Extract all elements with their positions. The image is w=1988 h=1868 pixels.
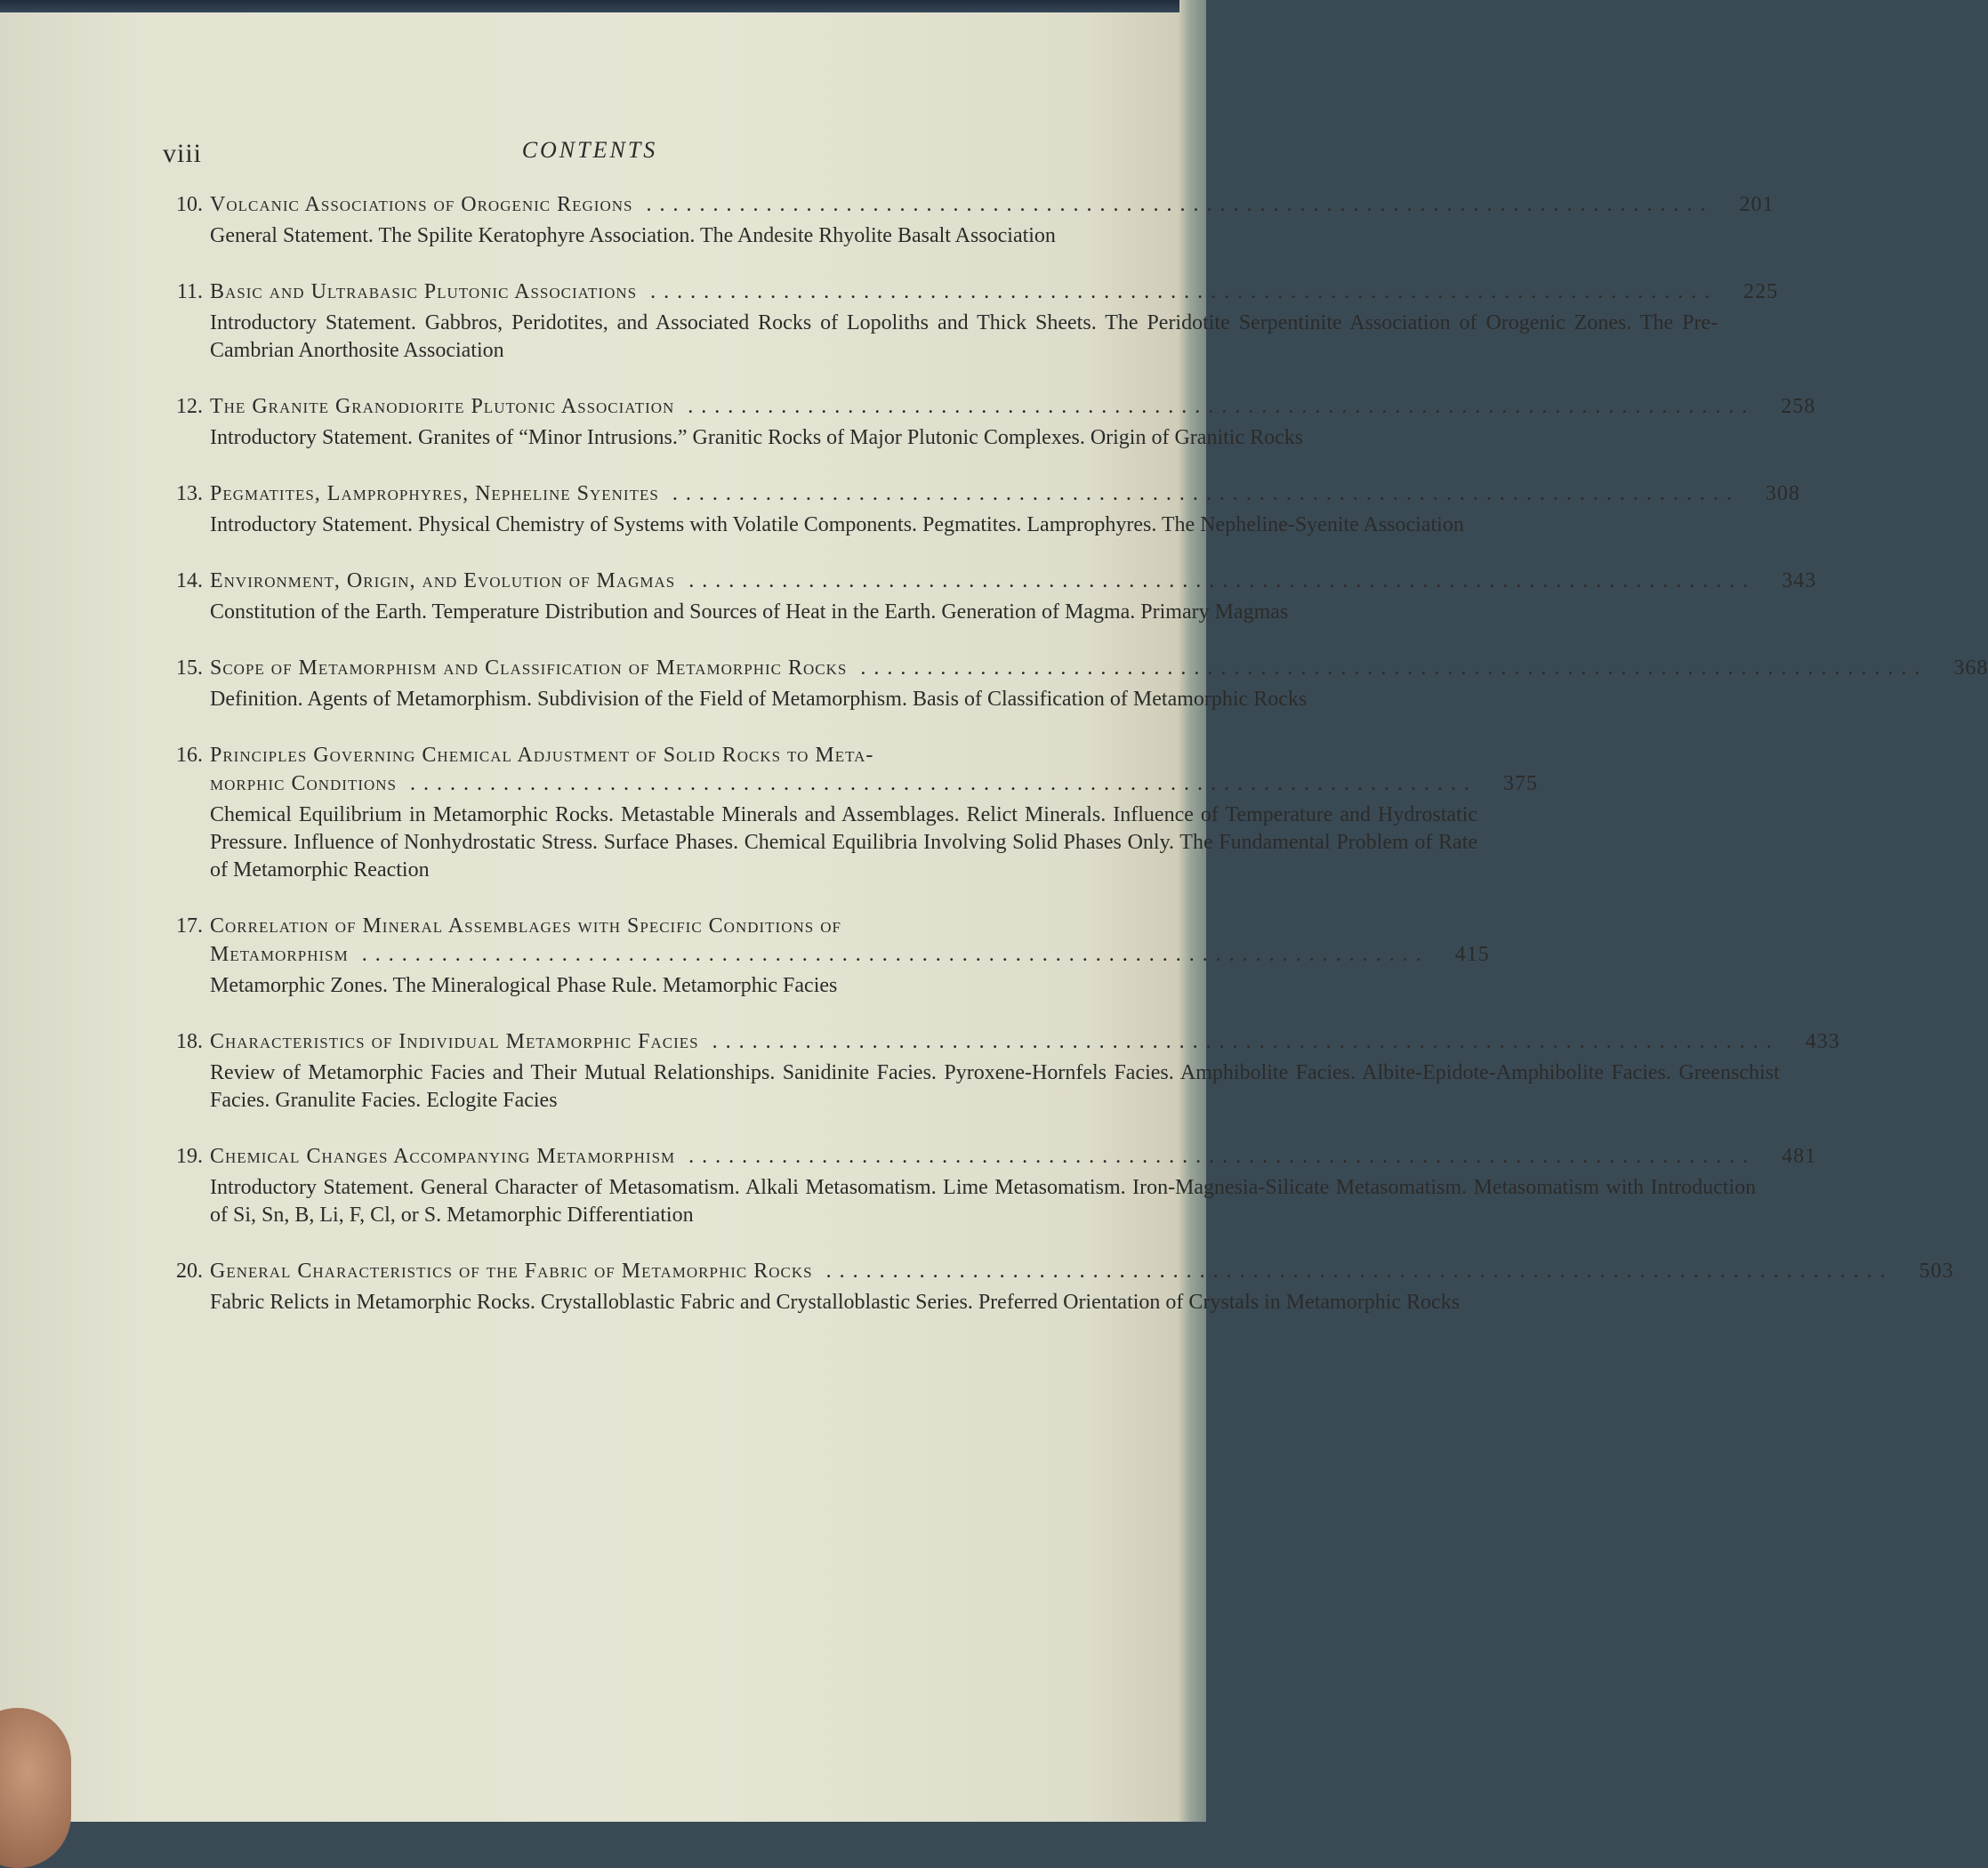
- page-ref: 375: [1503, 772, 1539, 795]
- leader-dots: ................................................................................: [637, 280, 1718, 303]
- chapter-summary: Chemical Equilibrium in Metamorphic Rocks. Metastable Minerals and Assemblages. Relict Minerals. Influence of Temperature and Hydrostatic Pressure. Influence of Nonhydrostatic Stress. Surface Phases. Chemical Equilibria Involving Solid Phases Only. The Fundamental Problem of Rate of Metamorphic Reaction: [210, 803, 1478, 882]
- toc-entry: [165, 1142, 1817, 1229]
- page-ref: 343: [1782, 569, 1817, 592]
- page-ref: 201: [1739, 193, 1775, 216]
- page-ref: 258: [1781, 395, 1816, 418]
- page-ref: 481: [1782, 1145, 1817, 1168]
- chapter-title: Scope of Metamorphism and Classification of Metamorphic Rocks: [210, 656, 848, 680]
- toc-entry: [165, 1027, 1840, 1115]
- leader-dots: ................................................................................: [675, 569, 1757, 592]
- chapter-title: Environment, Origin, and Evolution of Magmas: [210, 569, 676, 592]
- chapter-summary: Review of Metamorphic Facies and Their Mutual Relationships. Sanidinite Facies. Pyroxene-Hornfels Facies. Amphibolite Facies. Albite-Epidote-Amphibolite Facies. Greenschist Facies. Granulite Facies. Eclogite Facies: [210, 1061, 1780, 1112]
- chapter-summary: Introductory Statement. Granites of “Minor Intrusions.” Granitic Rocks of Major Plutonic Complexes. Origin of Granitic Rocks: [210, 426, 1304, 449]
- page-ref: 368: [1953, 656, 1988, 680]
- leader-dots: ................................................................................: [632, 193, 1714, 216]
- toc-entry: [165, 741, 1539, 884]
- chapter-number: 16.: [176, 744, 203, 767]
- toc-entry: [165, 567, 1817, 626]
- chapter-title: Pegmatites, Lamprophyres, Nepheline Syenites: [210, 482, 659, 505]
- leader-dots: ................................................................................: [658, 482, 1740, 505]
- chapter-number: 10.: [176, 193, 203, 216]
- page-ref: 308: [1765, 482, 1800, 505]
- leader-dots: ................................................................................: [698, 1030, 1780, 1053]
- toc-entry: [165, 190, 1775, 250]
- chapter-title-continued: Metamorphism: [210, 943, 349, 966]
- chapter-summary: Fabric Relicts in Metamorphic Rocks. Crystalloblastic Fabric and Crystalloblastic Series. Preferred Orientation of Crystals in Metamorphic Rocks: [210, 1291, 1461, 1314]
- chapter-summary: Introductory Statement. General Character of Metasomatism. Alkali Metasomatism. Lime Metasomatism. Iron-Magnesia-Silicate Metasomatism. Metasomatism with Introduction of Si, Sn, B, Li, F, Cl, or S. Metamorphic Differentiation: [210, 1176, 1757, 1227]
- thumb: [0, 1708, 71, 1868]
- chapter-title: Characteristics of Individual Metamorphic Facies: [210, 1030, 699, 1053]
- book-page: [0, 12, 1988, 1822]
- leader-dots: ................................................................................: [397, 772, 1478, 795]
- leader-dots: ................................................................................: [812, 1260, 1894, 1283]
- leader-dots: ................................................................................: [674, 395, 1756, 418]
- chapter-title: Basic and Ultrabasic Plutonic Associations: [210, 280, 638, 303]
- chapter-number: 12.: [176, 395, 203, 418]
- chapter-number: 14.: [176, 569, 203, 592]
- page-ref: 433: [1805, 1030, 1840, 1053]
- page-ref: 225: [1743, 280, 1779, 303]
- chapter-title-continued: morphic Conditions: [210, 772, 398, 795]
- chapter-summary: General Statement. The Spilite Keratophyre Association. The Andesite Rhyolite Basalt Association: [210, 224, 1056, 247]
- chapter-title: Chemical Changes Accompanying Metamorphism: [210, 1145, 676, 1168]
- running-title: CONTENTS: [521, 137, 658, 163]
- chapter-number: 19.: [176, 1145, 203, 1168]
- page-number: viii: [163, 139, 203, 168]
- chapter-title: Volcanic Associations of Orogenic Regions: [210, 193, 633, 216]
- page-ref: 415: [1454, 943, 1490, 966]
- chapter-title: Correlation of Mineral Assemblages with Specific Conditions of: [210, 914, 841, 938]
- leader-dots: ................................................................................: [847, 656, 1928, 680]
- leader-dots: ................................................................................: [348, 943, 1429, 966]
- page-ref: 503: [1919, 1260, 1954, 1283]
- book-right-edge: [1179, 0, 1206, 1822]
- chapter-summary: Introductory Statement. Physical Chemistry of Systems with Volatile Components. Pegmatites. Lamprophyres. The Nepheline-Syenite Association: [210, 513, 1464, 536]
- chapter-number: 18.: [176, 1030, 203, 1053]
- chapter-summary: Introductory Statement. Gabbros, Peridotites, and Associated Rocks of Lopoliths and Thick Sheets. The Peridotite Serpentinite Association of Orogenic Zones. The Pre-Cambrian Anorthosite Association: [210, 311, 1718, 362]
- toc-entry: [165, 392, 1816, 452]
- chapter-number: 17.: [176, 914, 203, 938]
- chapter-summary: Constitution of the Earth. Temperature Distribution and Sources of Heat in the Earth. Generation of Magma. Primary Magmas: [210, 600, 1289, 624]
- toc-entry: [165, 479, 1800, 539]
- chapter-summary: Definition. Agents of Metamorphism. Subdivision of the Field of Metamorphism. Basis of Classification of Metamorphic Rocks: [210, 688, 1308, 711]
- chapter-title: Principles Governing Chemical Adjustment of Solid Rocks to Meta-: [210, 744, 874, 767]
- page-header: [0, 128, 1179, 168]
- chapter-number: 20.: [176, 1260, 203, 1283]
- toc-entry: [165, 912, 1490, 1000]
- toc-entry: [165, 1257, 1954, 1316]
- chapter-title: The Granite Granodiorite Plutonic Association: [210, 395, 675, 418]
- chapter-title: General Characteristics of the Fabric of Metamorphic Rocks: [210, 1260, 813, 1283]
- leader-dots: ................................................................................: [675, 1145, 1757, 1168]
- toc-entry: [165, 654, 1988, 713]
- chapter-summary: Metamorphic Zones. The Mineralogical Phase Rule. Metamorphic Facies: [210, 974, 838, 997]
- chapter-number: 13.: [176, 482, 203, 505]
- chapter-number: 11.: [176, 280, 203, 303]
- chapter-number: 15.: [176, 656, 203, 680]
- table-of-contents: [165, 190, 1988, 1344]
- toc-entry: [165, 278, 1779, 365]
